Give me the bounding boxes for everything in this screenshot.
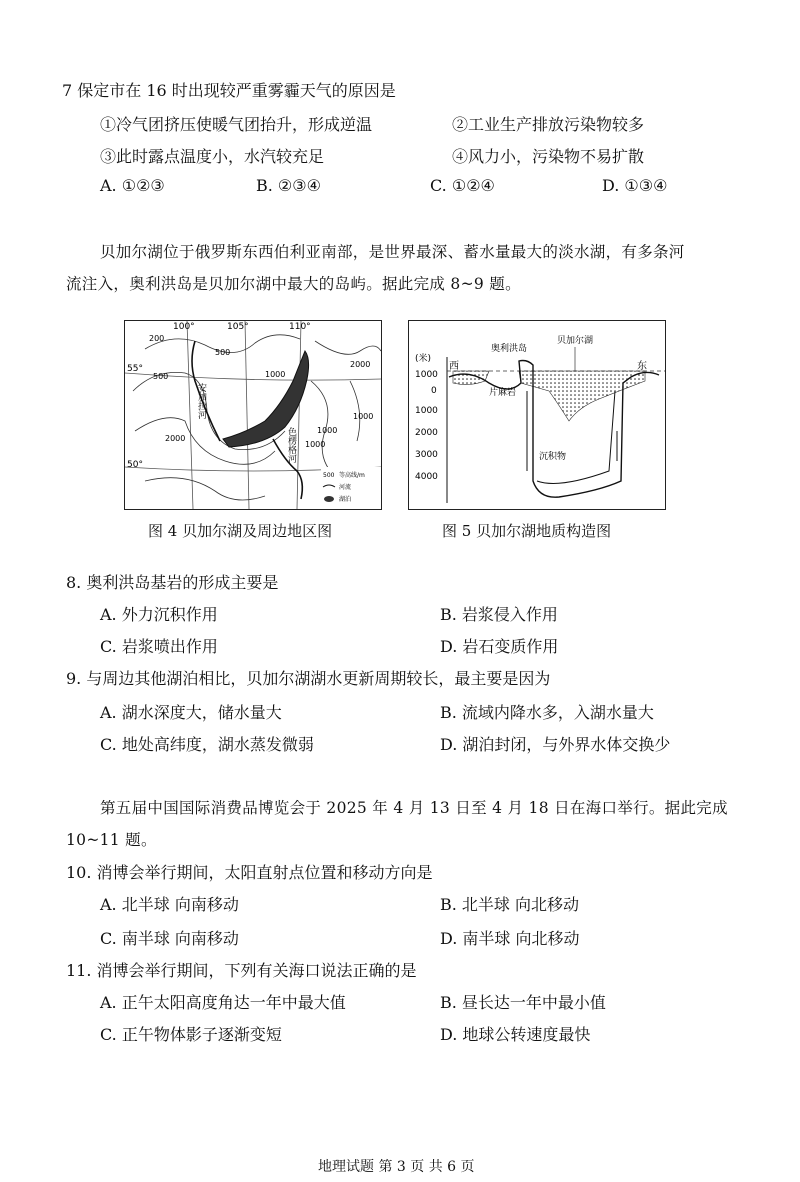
q7-option-b: B. ②③④ <box>256 176 321 195</box>
selenga-label: 色楞格河 <box>286 427 296 463</box>
q8-stem: 8. 奥利洪岛基岩的形成主要是 <box>66 573 279 592</box>
q7-item-2: ②工业生产排放污染物较多 <box>452 115 645 134</box>
figure-5-caption: 图 5 贝加尔湖地质构造图 <box>442 522 612 540</box>
legend-lake-icon <box>324 496 334 502</box>
q11-option-a: A. 正午太阳高度角达一年中最大值 <box>100 993 346 1012</box>
contour-line <box>145 478 265 500</box>
page-footer: 地理试题 第 3 页 共 6 页 <box>318 1159 475 1175</box>
y-tick: 1000 <box>415 370 438 380</box>
q9-option-a: A. 湖水深度大，储水量大 <box>100 703 282 722</box>
contour-label: 1000 <box>305 440 326 449</box>
contour-label: 2000 <box>350 360 371 369</box>
y-tick: 1000 <box>415 406 438 416</box>
q9-option-c: C. 地处高纬度，湖水蒸发微弱 <box>100 735 314 754</box>
q8-option-d: D. 岩石变质作用 <box>440 637 559 656</box>
lat-label: 50° <box>127 460 143 470</box>
east-label: 东 <box>637 361 647 372</box>
legend-contour-value: 500 <box>323 472 335 479</box>
y-tick: 2000 <box>415 428 438 438</box>
contour-line <box>315 341 381 354</box>
intro-8-9-line1: 贝加尔湖位于俄罗斯东西伯利亚南部，是世界最深、蓄水量最大的淡水湖，有多条河 <box>100 243 685 261</box>
meridian-110 <box>297 321 301 509</box>
q7-option-a: A. ①②③ <box>100 176 165 195</box>
lon-label: 110° <box>289 322 311 332</box>
q10-option-d: D. 南半球 向北移动 <box>440 929 580 948</box>
q8-option-b: B. 岩浆侵入作用 <box>440 605 558 624</box>
island-label: 奥利洪岛 <box>491 344 528 354</box>
lake-label: 贝加尔湖 <box>557 336 594 346</box>
contour-label: 1000 <box>353 412 374 421</box>
legend-lake: 湖泊 <box>339 496 352 503</box>
contour-label: 1000 <box>317 426 338 435</box>
q10-option-a: A. 北半球 向南移动 <box>100 895 239 914</box>
q11-option-b: B. 昼长达一年中最小值 <box>440 993 606 1012</box>
q9-option-b: B. 流域内降水多，入湖水量大 <box>440 703 654 722</box>
q7-item-3: ③此时露点温度小，水汽较充足 <box>100 147 325 166</box>
lat-label: 55° <box>127 364 143 374</box>
rock-label: 片麻岩 <box>489 388 517 398</box>
y-tick: 3000 <box>415 450 438 460</box>
lake-water-area <box>519 371 645 421</box>
figure-4-map <box>124 320 382 510</box>
intro-8-9-line2: 流注入，奥利洪岛是贝加尔湖中最大的岛屿。据此完成 8~9 题。 <box>66 275 521 293</box>
intro-10-11-line1: 第五届中国国际消费品博览会于 2025 年 4 月 13 日至 4 月 18 日在海口举行。据此完成 <box>100 799 728 817</box>
y-tick: 4000 <box>415 472 438 482</box>
baikal-map-graphic <box>125 321 381 509</box>
angara-label: 安加拉河 <box>196 383 206 419</box>
q7-option-d: D. ①③④ <box>602 176 668 195</box>
contour-label: 2000 <box>165 434 186 443</box>
q11-option-c: C. 正午物体影子逐渐变短 <box>100 1025 282 1044</box>
west-label: 西 <box>449 361 459 372</box>
y-tick: 0 <box>431 386 437 396</box>
figure-4-caption: 图 4 贝加尔湖及周边地区图 <box>148 522 333 540</box>
q9-option-d: D. 湖泊封闭，与外界水体交换少 <box>440 735 671 754</box>
q7-stem: 7 保定市在 16 时出现较严重雾霾天气的原因是 <box>62 81 396 100</box>
baikal-section-graphic <box>409 321 665 509</box>
sediment-label: 沉积物 <box>539 452 567 462</box>
q10-stem: 10. 消博会举行期间，太阳直射点位置和移动方向是 <box>66 863 433 882</box>
q9-stem: 9. 与周边其他湖泊相比，贝加尔湖湖水更新周期较长，最主要是因为 <box>66 669 551 688</box>
contour-label: 500 <box>153 372 169 381</box>
west-water-area <box>453 371 489 385</box>
q10-option-b: B. 北半球 向北移动 <box>440 895 580 914</box>
q10-option-c: C. 南半球 向南移动 <box>100 929 239 948</box>
q7-option-c: C. ①②④ <box>430 176 495 195</box>
legend-contour: 等高线/m <box>339 472 365 479</box>
q8-option-c: C. 岩浆喷出作用 <box>100 637 218 656</box>
contour-label: 500 <box>215 348 231 357</box>
legend-river: 河流 <box>339 484 352 491</box>
q8-option-a: A. 外力沉积作用 <box>100 605 218 624</box>
contour-label: 200 <box>149 334 165 343</box>
figure-5-section <box>408 320 666 510</box>
q7-item-1: ①冷气团挤压使暖气团抬升，形成逆温 <box>100 115 373 134</box>
lon-label: 100° <box>173 322 195 332</box>
q11-stem: 11. 消博会举行期间，下列有关海口说法正确的是 <box>66 961 417 980</box>
intro-10-11-line2: 10~11 题。 <box>66 831 157 849</box>
q7-item-4: ④风力小，污染物不易扩散 <box>452 147 645 166</box>
q11-option-d: D. 地球公转速度最快 <box>440 1025 591 1044</box>
lon-label: 105° <box>227 322 249 332</box>
unit-label: (米) <box>415 354 432 364</box>
contour-line <box>350 381 360 441</box>
contour-label: 1000 <box>265 370 286 379</box>
